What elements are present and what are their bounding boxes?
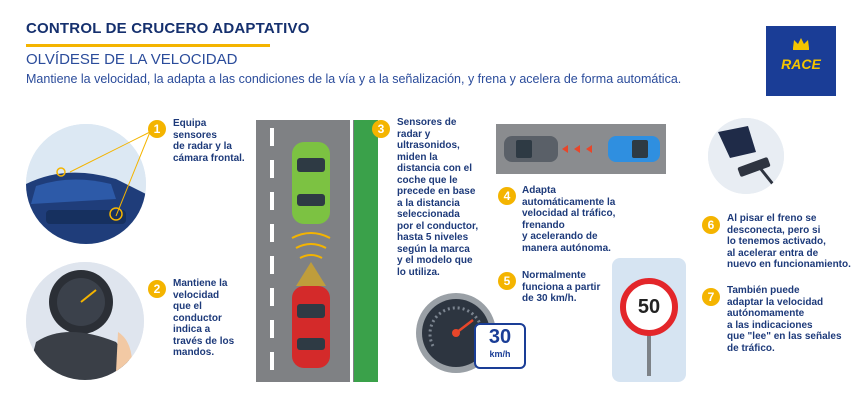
step-7-badge: 7 <box>702 288 720 306</box>
lane-dash <box>270 256 274 274</box>
speed-readout-box <box>474 323 526 369</box>
step-3-badge: 3 <box>372 120 390 138</box>
crown-icon <box>791 36 811 50</box>
lane-dash <box>270 192 274 210</box>
lane-dash <box>270 352 274 370</box>
lane-dash <box>270 288 274 306</box>
page-subtitle: OLVÍDESE DE LA VELOCIDAD <box>26 51 238 68</box>
page-title: CONTROL DE CRUCERO ADAPTATIVO <box>26 20 310 37</box>
road-edge-line <box>350 120 353 382</box>
step-7-text: También puede adaptar la velocidad autónomamente a las indicaciones que "lee" en las señales de tráfico. <box>727 285 842 354</box>
road-cars-illustration <box>286 140 336 380</box>
step-1-text: Equipa sensores de radar y la cámara frontal. <box>173 118 245 164</box>
step-6-text: Al pisar el freno se desconecta, pero si lo tenemos activado, al acelerar entra de nuevo en funcionamiento. <box>727 213 851 270</box>
lane-dash <box>270 128 274 146</box>
speed-limit-value: 50 <box>637 296 661 318</box>
step-6-badge: 6 <box>702 216 720 234</box>
step-2-text: Mantiene la velocidad que el conductor indica a través de los mandos. <box>173 278 235 358</box>
step-4-text: Adapta automáticamente la velocidad al tráfico, frenando y acelerando de manera autónoma. <box>522 185 616 254</box>
speed-limit-sign <box>620 278 678 336</box>
speed-readout-unit: km/h <box>489 349 511 359</box>
lane-dash <box>270 320 274 338</box>
dashboard-image <box>26 262 144 380</box>
lane-dash <box>270 160 274 178</box>
dashboard-illustration <box>26 262 144 380</box>
speed-readout-value: 30 <box>488 326 512 348</box>
roadside-grass <box>354 120 378 382</box>
step1-pointer-lines <box>60 126 156 226</box>
step-3-text: Sensores de radar y ultrasonidos, miden la distancia con el coche que le precede en base a la distancia seleccionada por el conductor, hasta 5 niveles según la marca y el modelo que lo utiliza. <box>397 117 479 278</box>
title-underline <box>26 44 270 47</box>
step-5-badge: 5 <box>498 272 516 290</box>
step-1-badge: 1 <box>148 120 166 138</box>
brake-pedal-illustration <box>708 118 784 194</box>
logo-text: RACE <box>781 56 821 72</box>
lane-dash <box>270 224 274 242</box>
step-4-badge: 4 <box>498 187 516 205</box>
step-5-text: Normalmente funciona a partir de 30 km/h. <box>522 270 601 304</box>
race-logo <box>766 26 836 96</box>
traffic-side-illustration <box>496 120 666 178</box>
step-2-badge: 2 <box>148 280 166 298</box>
page-description: Mantiene la velocidad, la adapta a las condiciones de la vía y a la señalización, y frena y acelera de forma automática. <box>26 72 682 86</box>
brake-pedal-image <box>708 118 784 194</box>
